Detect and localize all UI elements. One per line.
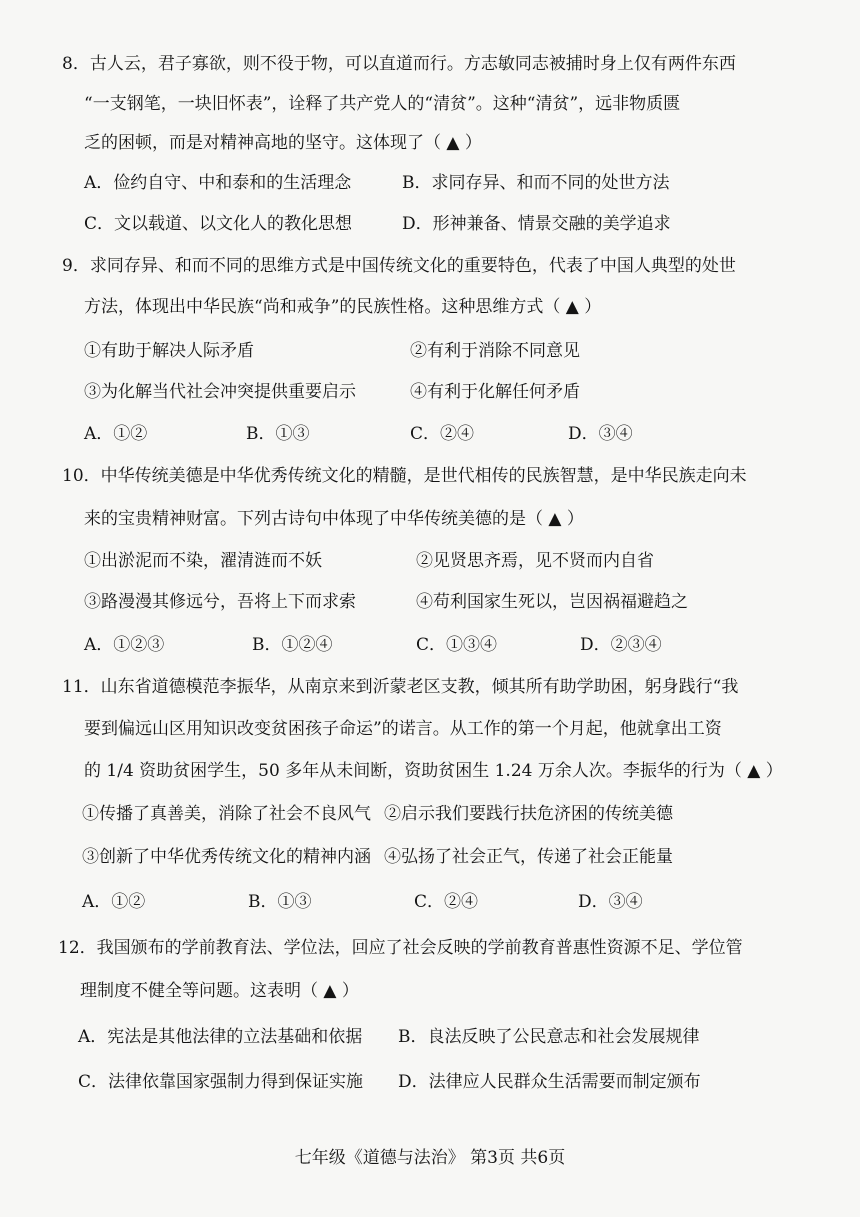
question-11-option-c[interactable]: C．②④	[414, 892, 479, 912]
question-9-option-d[interactable]: D．③④	[568, 424, 633, 444]
question-9-item-2: ②有利于消除不同意见	[410, 341, 580, 361]
page-footer: 七年级《道德与法治》 第3页 共6页	[294, 1148, 566, 1168]
question-11-item-2: ②启示我们要践行扶危济困的传统美德	[384, 804, 673, 824]
question-12-stem-line-2: 理制度不健全等问题。这表明（ ▲ ）	[80, 981, 359, 1001]
question-11-option-b[interactable]: B．①③	[248, 892, 312, 912]
question-9-item-4: ④有利于化解任何矛盾	[410, 382, 580, 402]
question-8-option-d[interactable]: D．形神兼备、情景交融的美学追求	[402, 214, 671, 234]
question-12-option-c[interactable]: C．法律依靠国家强制力得到保证实施	[78, 1072, 364, 1092]
question-11-stem-line-2: 要到偏远山区用知识改变贫困孩子命运”的诺言。从工作的第一个月起，他就拿出工资	[84, 719, 722, 739]
question-9-item-3: ③为化解当代社会冲突提供重要启示	[84, 382, 356, 402]
question-10-option-a[interactable]: A．①②③	[84, 635, 165, 655]
question-10-stem-line-2: 来的宝贵精神财富。下列古诗句中体现了中华传统美德的是（ ▲ ）	[84, 509, 584, 529]
question-9-option-b[interactable]: B．①③	[246, 424, 310, 444]
question-11-stem-line-1: 11．山东省道德模范李振华，从南京来到沂蒙老区支教，倾其所有助学助困，躬身践行“我	[62, 677, 739, 697]
question-11-option-a[interactable]: A．①②	[82, 892, 146, 912]
question-11-item-1: ①传播了真善美，消除了社会不良风气	[82, 804, 371, 824]
question-12-option-d[interactable]: D．法律应人民群众生活需要而制定颁布	[398, 1072, 701, 1092]
question-8-option-a[interactable]: A．俭约自守、中和泰和的生活理念	[84, 173, 352, 193]
question-10-item-1: ①出淤泥而不染，濯清涟而不妖	[84, 551, 322, 571]
question-10-stem-line-1: 10．中华传统美德是中华优秀传统文化的精髓，是世代相传的民族智慧，是中华民族走向未	[62, 466, 747, 486]
question-9-item-1: ①有助于解决人际矛盾	[84, 341, 254, 361]
question-8-option-c[interactable]: C．文以载道、以文化人的教化思想	[84, 214, 353, 234]
question-11-item-3: ③创新了中华优秀传统文化的精神内涵	[82, 847, 371, 867]
question-10-item-2: ②见贤思齐焉，见不贤而内自省	[416, 551, 654, 571]
question-9-option-a[interactable]: A．①②	[84, 424, 148, 444]
question-10-item-4: ④苟利国家生死以，岂因祸福避趋之	[416, 592, 688, 612]
question-12-option-b[interactable]: B．良法反映了公民意志和社会发展规律	[398, 1027, 700, 1047]
question-11-item-4: ④弘扬了社会正气，传递了社会正能量	[384, 847, 673, 867]
question-8-stem-line-1: 8．古人云，君子寡欲，则不役于物，可以直道而行。方志敏同志被捕时身上仅有两件东西	[62, 54, 736, 74]
question-9-stem-line-2: 方法，体现出中华民族“尚和戒争”的民族性格。这种思维方式（ ▲ ）	[84, 297, 602, 317]
question-10-option-b[interactable]: B．①②④	[252, 635, 333, 655]
question-11-option-d[interactable]: D．③④	[578, 892, 643, 912]
question-8-stem-line-3: 乏的困顿，而是对精神高地的坚守。这体现了（ ▲ ）	[84, 133, 482, 153]
question-9-stem-line-1: 9．求同存异、和而不同的思维方式是中国传统文化的重要特色，代表了中国人典型的处世	[62, 256, 736, 276]
question-10-option-d[interactable]: D．②③④	[580, 635, 662, 655]
question-12-option-a[interactable]: A．宪法是其他法律的立法基础和依据	[78, 1027, 363, 1047]
question-8-stem-line-2: “一支钢笔，一块旧怀表”，诠释了共产党人的“清贫”。这种“清贫”，远非物质匮	[84, 94, 681, 114]
question-12-stem-line-1: 12．我国颁布的学前教育法、学位法，回应了社会反映的学前教育普惠性资源不足、学位管	[58, 938, 743, 958]
question-10-option-c[interactable]: C．①③④	[416, 635, 498, 655]
question-11-stem-line-3: 的 1/4 资助贫困学生，50 多年从未间断，资助贫困生 1.24 万余人次。李振华的行为（ ▲ ）	[84, 761, 783, 781]
question-8-option-b[interactable]: B．求同存异、和而不同的处世方法	[402, 173, 670, 193]
question-9-option-c[interactable]: C．②④	[410, 424, 475, 444]
question-10-item-3: ③路漫漫其修远兮，吾将上下而求索	[84, 592, 356, 612]
